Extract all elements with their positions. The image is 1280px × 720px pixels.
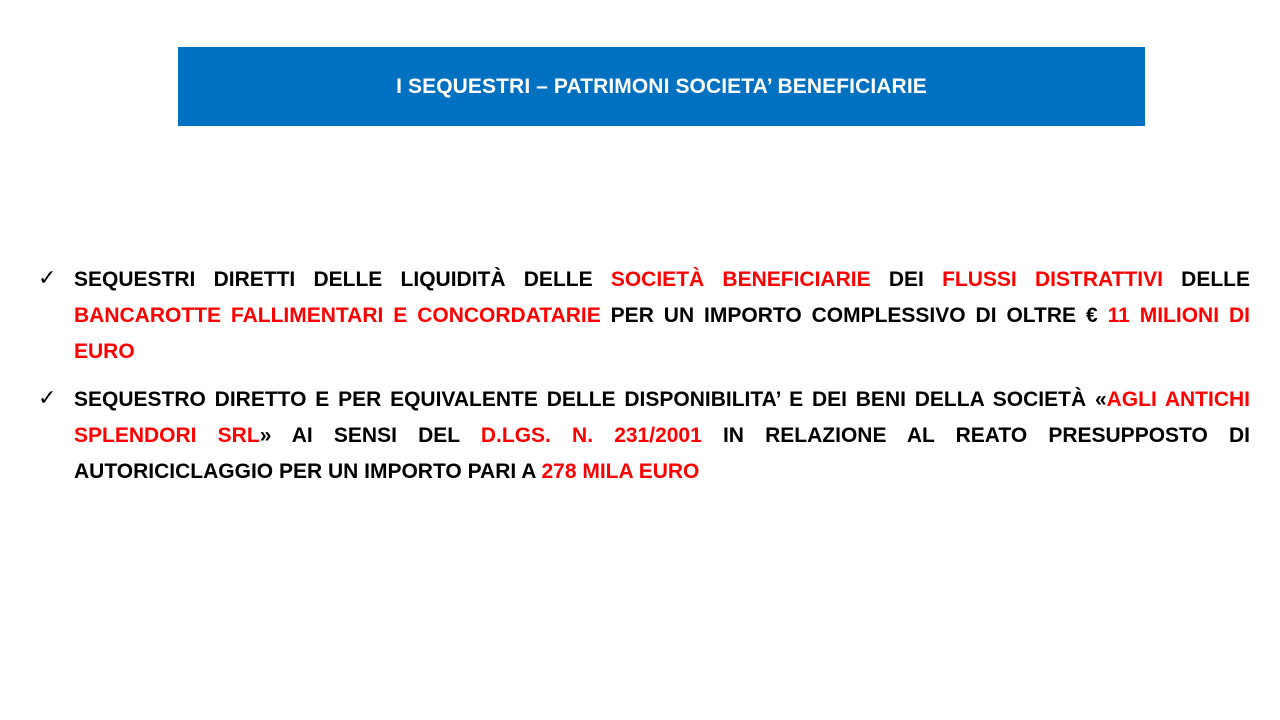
highlighted-text: 278 MILA EURO: [541, 460, 700, 483]
highlighted-text: D.LGS. N. 231/2001: [480, 424, 702, 447]
highlighted-text: AGLI ANTICHI SPLENDORI SRL: [74, 388, 1250, 447]
text-segment: DELLE: [1162, 268, 1251, 291]
bullet-text: [74, 382, 1250, 490]
slide-title: I SEQUESTRI – PATRIMONI SOCIETA’ BENEFICIARIE: [396, 74, 927, 98]
bullet-list: [38, 262, 1250, 502]
check-icon: ✓: [38, 266, 57, 291]
title-banner: [178, 47, 1145, 126]
highlighted-text: FLUSSI DISTRATTIVI: [942, 268, 1163, 291]
bullet-item: [38, 262, 1250, 370]
check-icon: ✓: [38, 386, 57, 411]
text-segment: PER UN IMPORTO COMPLESSIVO DI OLTRE €: [600, 304, 1108, 327]
text-segment: SEQUESTRI DIRETTI DELLE LIQUIDITÀ DELLE: [74, 268, 611, 291]
text-segment: IN RELAZIONE AL REATO PRESUPPOSTO DI AUTORICICLAGGIO PER UN IMPORTO PARI A: [74, 424, 1250, 483]
text-segment: » AI SENSI DEL: [259, 424, 481, 447]
text-segment: DEI: [870, 268, 943, 291]
highlighted-text: 11 MILIONI DI EURO: [74, 304, 1250, 363]
bullet-text: [74, 262, 1250, 370]
highlighted-text: SOCIETÀ BENEFICIARIE: [610, 268, 871, 291]
highlighted-text: BANCAROTTE FALLIMENTARI E CONCORDATARIE: [74, 304, 601, 327]
text-segment: SEQUESTRO DIRETTO E PER EQUIVALENTE DELLE DISPONIBILITA’ E DEI BENI DELLA SOCIETÀ «: [74, 388, 1107, 411]
bullet-item: [38, 382, 1250, 490]
